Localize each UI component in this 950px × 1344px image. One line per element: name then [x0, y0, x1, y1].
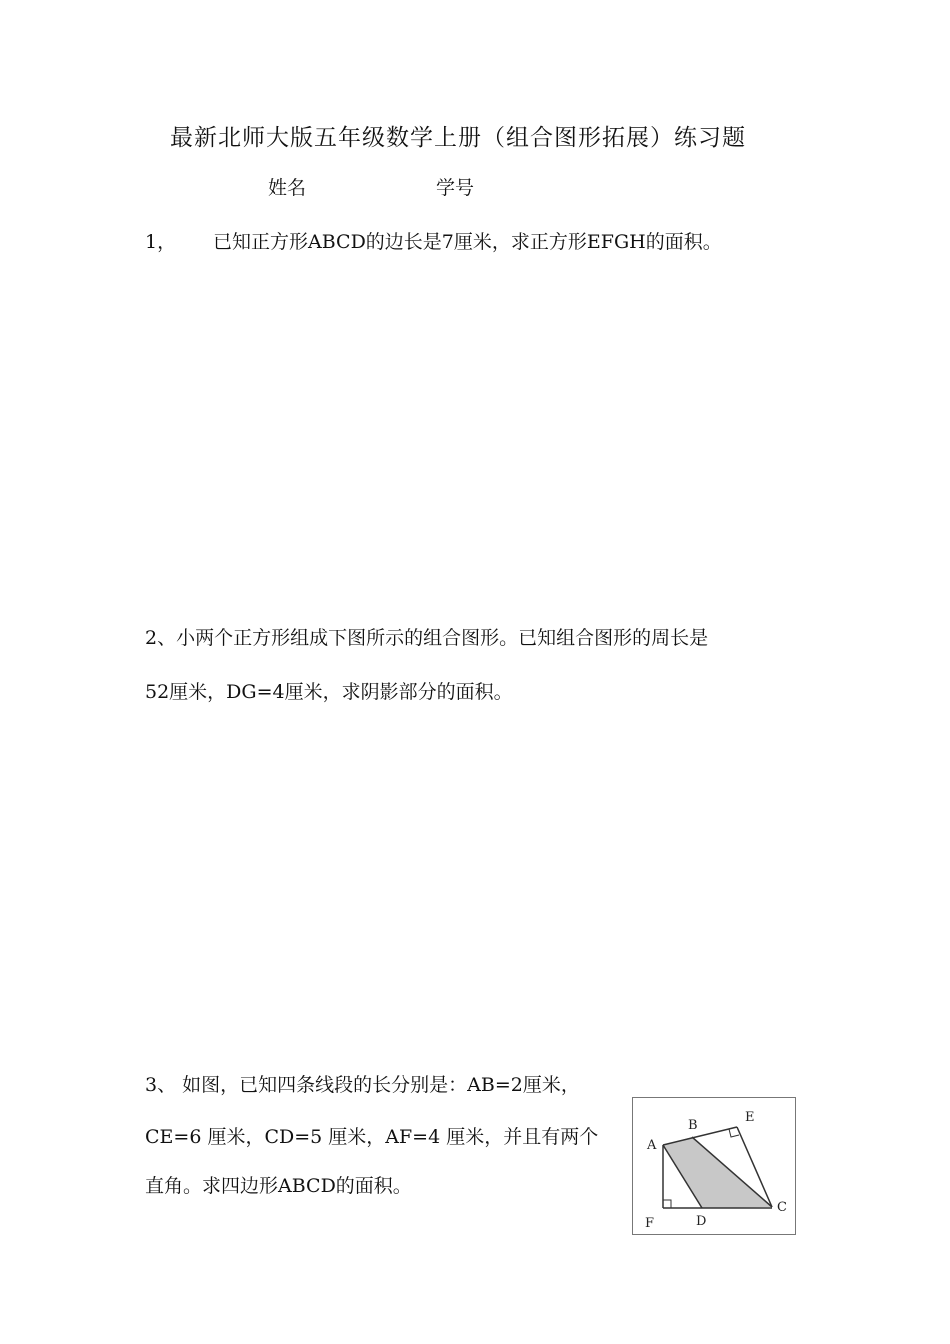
label-e: E: [745, 1110, 755, 1125]
student-id-label: 学号: [436, 177, 475, 199]
label-a: A: [647, 1138, 657, 1153]
question-3-line-2: CE=6 厘米，CD=5 厘米，AF=4 厘米，并且有两个: [145, 1126, 599, 1148]
label-b: B: [688, 1118, 698, 1133]
question-1-number: 1，: [145, 231, 177, 253]
question-2-line-2: 52厘米，DG=4厘米，求阴影部分的面积。: [145, 681, 513, 703]
quadrilateral-diagram: [633, 1098, 795, 1234]
question-3-line-1: 3、 如图，已知四条线段的长分别是：AB=2厘米，: [145, 1074, 580, 1096]
label-c: C: [777, 1200, 787, 1215]
label-d: D: [696, 1214, 707, 1229]
question-2-line-1: 2、小两个正方形组成下图所示的组合图形。已知组合图形的周长是: [145, 627, 709, 649]
question-3-figure: [632, 1097, 796, 1235]
right-angle-mark-e: [729, 1129, 739, 1137]
question-3-line-3: 直角。求四边形ABCD的面积。: [145, 1175, 412, 1197]
segment-ae: [663, 1127, 737, 1145]
label-f: F: [645, 1216, 655, 1231]
question-1-text: 已知正方形ABCD的边长是7厘米，求正方形EFGH的面积。: [213, 231, 722, 253]
page-title: 最新北师大版五年级数学上册（组合图形拓展）练习题: [170, 125, 746, 151]
right-angle-mark-f: [663, 1200, 671, 1208]
name-label: 姓名: [268, 177, 307, 199]
